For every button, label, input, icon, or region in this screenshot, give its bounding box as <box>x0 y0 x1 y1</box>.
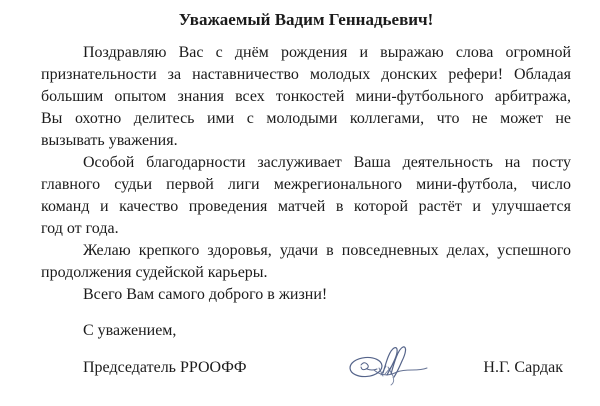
paragraph <box>41 152 571 240</box>
text-line: Желаю крепкого здоровья, удачи в повседневных делах, успешного <box>83 242 571 259</box>
text-line: признательности за наставничество молодых донских рефери! Обладая <box>41 66 571 83</box>
paragraph <box>41 42 571 152</box>
signer-name: Н.Г. Сардак <box>483 359 563 376</box>
paragraph <box>41 240 571 284</box>
text-line: год от года. <box>41 220 119 237</box>
text-line: Всего Вам самого доброго в жизни! <box>83 286 328 303</box>
text-line: Особой благодарности заслуживает Ваша деятельность на посту <box>83 154 571 171</box>
text-line: главного судьи первой лиги межрегионального мини-футбола, число <box>41 176 571 193</box>
closing-line: С уважением, <box>83 322 177 339</box>
letter-body <box>41 42 571 306</box>
text-line: Вы охотно делитесь ими с молодыми коллегами, что не может не <box>41 110 571 127</box>
letter-title: Уважаемый Вадим Геннадьевич! <box>178 10 434 29</box>
text-line: большим опытом знания всех тонкостей мини-футбольного арбитража, <box>41 88 571 105</box>
signature-row <box>41 357 571 379</box>
text-line: команд и качество проведения матчей в которой растёт и улучшается <box>41 198 571 215</box>
text-line: продолжения судейской карьеры. <box>41 264 268 281</box>
handwritten-signature-icon <box>341 341 437 395</box>
text-line: вызывать уважения. <box>41 132 178 149</box>
position-title: Председатель РРООФФ <box>83 359 247 376</box>
text-line: Поздравляю Вас с днём рождения и выражаю слова огромной <box>83 44 571 61</box>
paragraph <box>41 284 571 306</box>
